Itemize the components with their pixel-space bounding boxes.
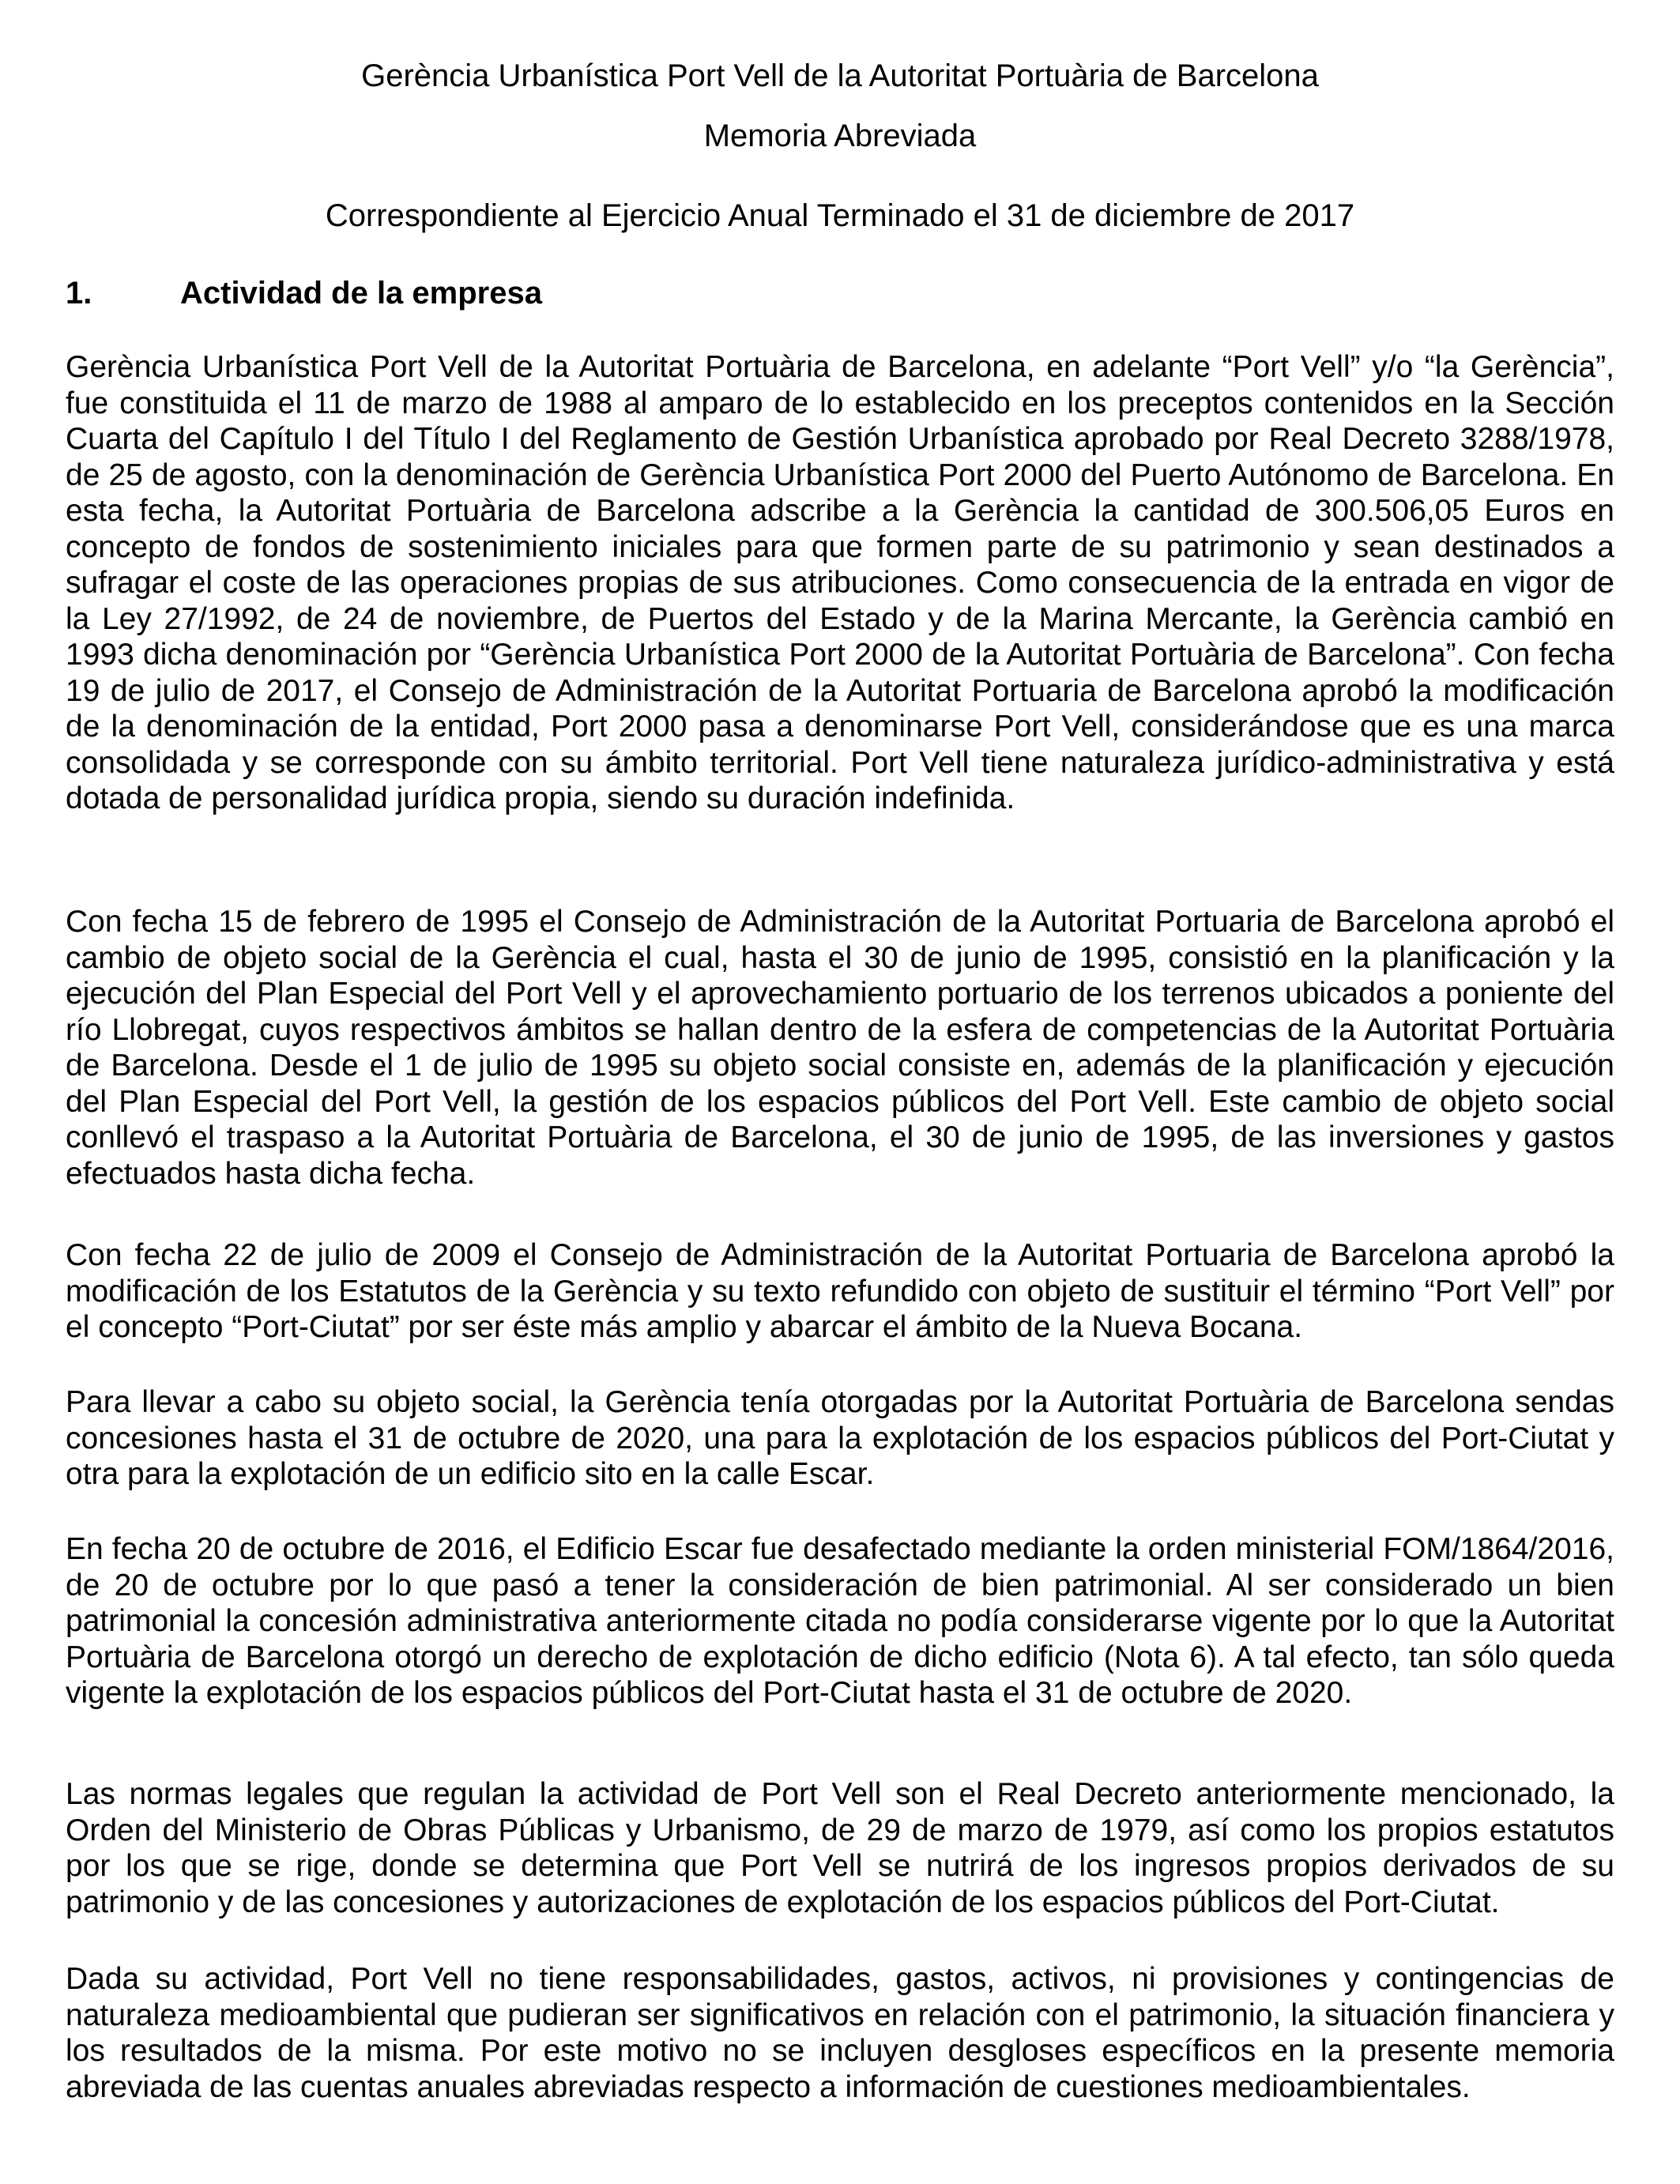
entity-title: Gerència Urbanística Port Vell de la Autoritat Portuària de Barcelona (361, 58, 1319, 93)
paragraph-statutes-modification: Con fecha 22 de julio de 2009 el Consejo de Administración de la Autoritat Portuaria de Barcelona aprobó la modificación de los Estatutos de la Gerència y su texto refundido con objeto de sustituir el término “Port Vell” por el concepto “Port-Ciutat” por ser éste más amplio y abarcar el ámbito de la Nueva Bocana. (66, 1238, 1614, 1344)
document-type-title: Memoria Abreviada (703, 119, 977, 153)
paragraph-concessions: Para llevar a cabo su objeto social, la Gerència tenía otorgadas por la Autoritat Portuària de Barcelona sendas concesiones hasta el 31 de octubre de 2020, una para la explotación de los espacios públicos del Port-Ciutat y otra para la explotación de un edificio sito en la calle Escar. (66, 1385, 1614, 1491)
section-title: Actividad de la empresa (180, 276, 542, 311)
paragraph-legal-norms: Las normas legales que regulan la actividad de Port Vell son el Real Decreto anteriormente mencionado, la Orden del Ministerio de Obras Públicas y Urbanismo, de 29 de marzo de 1979, así como los propios estatutos por los que se rige, donde se determina que Port Vell se nutrirá de los ingresos propios derivados de su patrimonio y de las concesiones y autorizaciones de explotación de los espacios públicos del Port-Ciutat. (66, 1777, 1614, 1919)
fiscal-period-title: Correspondiente al Ejercicio Anual Terminado el 31 de diciembre de 2017 (325, 198, 1355, 233)
paragraph-environmental: Dada su actividad, Port Vell no tiene responsabilidades, gastos, activos, ni provisiones y contingencias de naturaleza medioambiental que pudieran ser significativos en relación con el patrimonio, la situación financiera y los resultados de la misma. Por este motivo no se incluyen desgloses específicos en la presente memoria abreviada de las cuentas anuales abreviadas respecto a información de cuestiones medioambientales. (66, 1962, 1614, 2104)
section-heading (66, 274, 542, 312)
paragraph-constitution: Gerència Urbanística Port Vell de la Autoritat Portuària de Barcelona, en adelante “Port Vell” y/o “la Gerència”, fue constituida el 11 de marzo de 1988 al amparo de lo establecido en los preceptos contenidos en la Sección Cuarta del Capítulo I del Título I del Reglamento de Gestión Urbanística aprobado por Real Decreto 3288/1978, de 25 de agosto, con la denominación de Gerència Urbanística Port 2000 del Puerto Autónomo de Barcelona. En esta fecha, la Autoritat Portuària de Barcelona adscribe a la Gerència la cantidad de 300.506,05 Euros en concepto de fondos de sostenimiento iniciales para que formen parte de su patrimonio y sean destinados a sufragar el coste de las operaciones propias de sus atribuciones. Como consecuencia de la entrada en vigor de la Ley 27/1992, de 24 de noviembre, de Puertos del Estado y de la Marina Mercante, la Gerència cambió en 1993 dicha denominación por “Gerència Urbanística Port 2000 de la Autoritat Portuària de Barcelona”. Con fecha 19 de julio de 2017, el Consejo de Administración de la Autoritat Portuaria de Barcelona aprobó la modificación de la denominación de la entidad, Port 2000 pasa a denominarse Port Vell, considerándose que es una marca consolidada y se corresponde con su ámbito territorial. Port Vell tiene naturaleza jurídico-administrativa y está dotada de personalidad jurídica propia, siendo su duración indefinida. (66, 350, 1614, 815)
section-number: 1. (66, 276, 92, 311)
paragraph-escar-building: En fecha 20 de octubre de 2016, el Edificio Escar fue desafectado mediante la orden ministerial FOM/1864/2016, de 20 de octubre por lo que pasó a tener la consideración de bien patrimonial. Al ser considerado un bien patrimonial la concesión administrativa anteriormente citada no podía considerarse vigente por lo que la Autoritat Portuària de Barcelona otorgó un derecho de explotación de dicho edificio (Nota 6). A tal efecto, tan sólo queda vigente la explotación de los espacios públicos del Port-Ciutat hasta el 31 de octubre de 2020. (66, 1532, 1614, 1710)
paragraph-social-object-change: Con fecha 15 de febrero de 1995 el Consejo de Administración de la Autoritat Portuaria de Barcelona aprobó el cambio de objeto social de la Gerència el cual, hasta el 30 de junio de 1995, consistió en la planificación y la ejecución del Plan Especial del Port Vell y el aprovechamiento portuario de los terrenos ubicados a poniente del río Llobregat, cuyos respectivos ámbitos se hallan dentro de la esfera de competencias de la Autoritat Portuària de Barcelona. Desde el 1 de julio de 1995 su objeto social consiste en, además de la planificación y ejecución del Plan Especial del Port Vell, la gestión de los espacios públicos del Port Vell. Este cambio de objeto social conllevó el traspaso a la Autoritat Portuària de Barcelona, el 30 de junio de 1995, de las inversiones y gastos efectuados hasta dicha fecha. (66, 905, 1614, 1191)
